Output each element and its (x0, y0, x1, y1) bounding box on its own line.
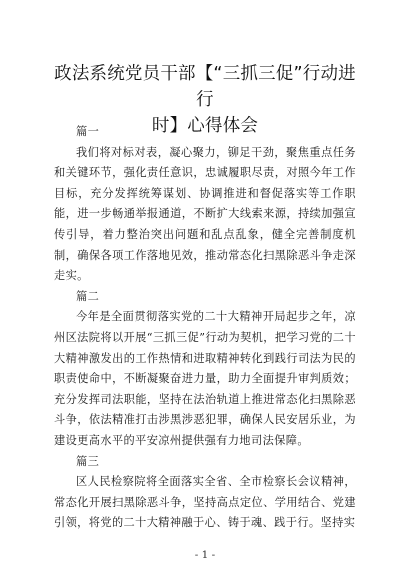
page-number: - 1 - (194, 549, 216, 561)
title-line-2: 时】心得体会 (151, 116, 259, 136)
section-heading-2: 篇二 (76, 289, 100, 303)
section-paragraph-2: 今年是全面贯彻落实党的二十大精神开局起步之年，凉州区法院将以开展“三抓三促”行动为契机，把学习党的二十大精神激发出的工作热情和进取精神转化到践行司法为民的职责使命中，不断凝聚奋进力量，助力全面提升审判质效；充分发挥司法职能，坚持在法治轨道上推进常态化扫黑除恶斗争，依法精准打击涉黑涉恶犯罪，确保人民安居乐业，为建设更高水平的平安凉州提供强有力地司法保障。 (54, 310, 356, 447)
section-heading-1: 篇一 (76, 125, 100, 138)
section-heading-3: 篇三 (76, 454, 100, 468)
section-paragraph-3: 区人民检察院将全面落实全省、全市检察长会议精神，常态化开展扫黑除恶斗争，坚持高点定位、学用结合、党建引领，将党的二十大精神融于心、铸于魂、践于行。坚持实 (54, 475, 356, 530)
title-line-1: 政法系统党员干部【“三抓三促”行动进行 (54, 64, 356, 110)
document-body (54, 122, 356, 534)
section-paragraph-1: 我们将对标对表，凝心聚力，铆足干劲，聚焦重点任务和关键环节，强化责任意识，忠诚履职尽责，对照今年工作目标，充分发挥统筹谋划、协调推进和督促落实等工作职能，进一步畅通举报通道，不断扩大线索来源，持续加强宣传引导，着力整治突出问题和乱点乱象，健全完善制度机制，确保各项工作落地见效，推动常态化扫黑除恶斗争走深走实。 (54, 145, 356, 283)
